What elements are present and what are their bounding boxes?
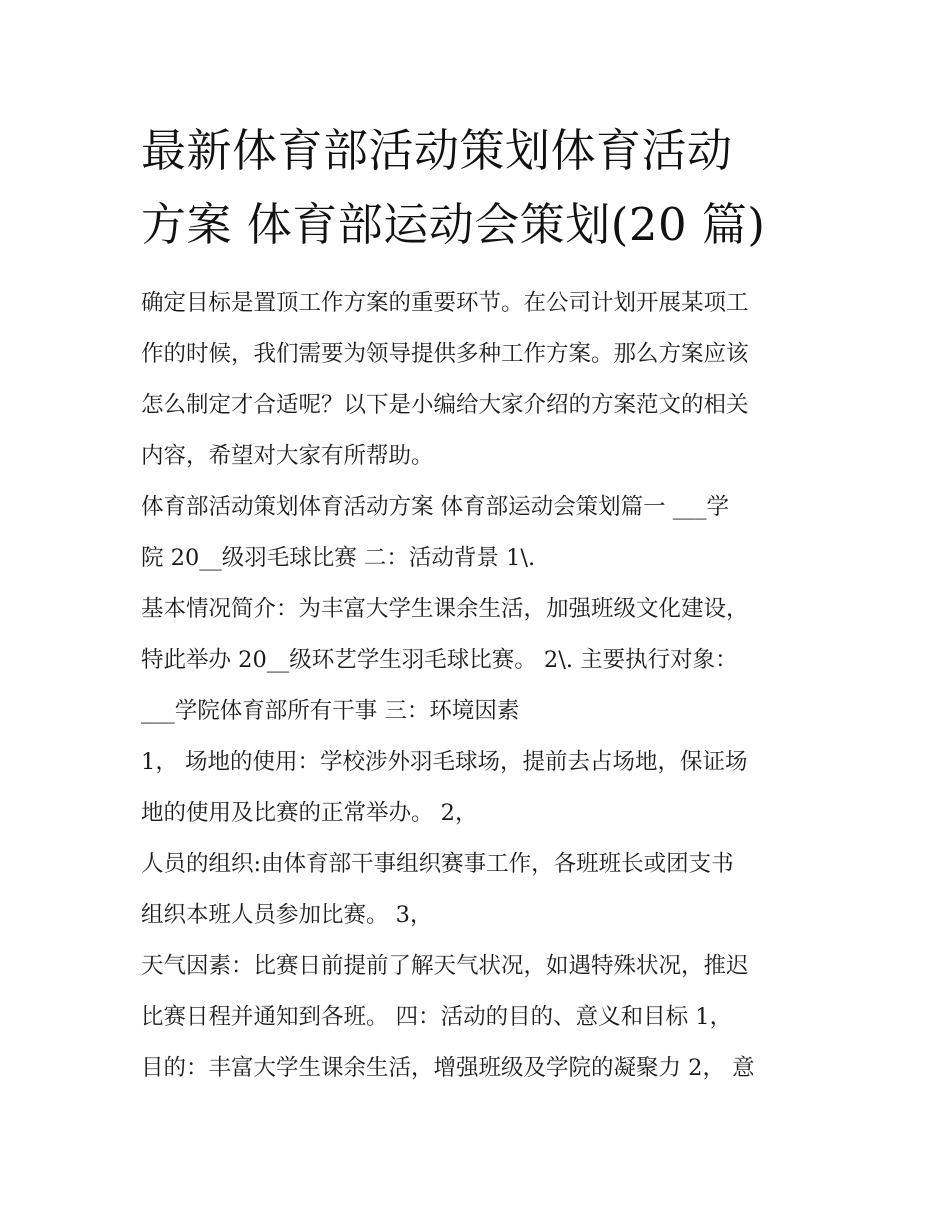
body-line: 地的使用及比赛的正常举办。 2， — [141, 800, 478, 826]
document-body — [141, 278, 821, 1094]
body-line: 1， 场地的使用：学校涉外羽毛球场，提前去占场地，保证场 — [141, 749, 748, 775]
body-line: 怎么制定才合适呢？以下是小编给大家介绍的方案范文的相关 — [141, 392, 749, 418]
title-line-2: 方案 体育部运动会策划(20 篇) — [141, 198, 766, 251]
body-line: 目的：丰富大学生课余生活，增强班级及学院的凝聚力 2， 意 — [141, 1055, 755, 1081]
body-line: 确定目标是置顶工作方案的重要环节。在公司计划开展某项工 — [141, 290, 749, 316]
body-line: 特此举办 20__级环艺学生羽毛球比赛。 2\. 主要执行对象： — [141, 647, 738, 673]
body-line: 人员的组织:由体育部干事组织赛事工作，各班班长或团支书 — [141, 851, 734, 877]
body-line: 组织本班人员参加比赛。 3， — [141, 902, 433, 928]
body-line: 院 20__级羽毛球比赛 二：活动背景 1\. — [141, 545, 536, 571]
body-line: 内容，希望对大家有所帮助。 — [141, 443, 434, 469]
body-line: 基本情况简介：为丰富大学生课余生活，加强班级文化建设， — [141, 596, 749, 622]
body-line: 体育部活动策划体育活动方案 体育部运动会策划篇一 ___学 — [141, 494, 730, 520]
body-line: ___学院体育部所有干事 三：环境因素 — [141, 698, 520, 724]
body-line: 比赛日程并通知到各班。 四：活动的目的、意义和目标 1， — [141, 1004, 733, 1030]
document-title — [141, 114, 841, 262]
title-line-1: 最新体育部活动策划体育活动 — [141, 124, 733, 177]
body-line: 作的时候，我们需要为领导提供多种工作方案。那么方案应该 — [141, 341, 749, 367]
body-line: 天气因素：比赛日前提前了解天气状况，如遇特殊状况，推迟 — [141, 953, 749, 979]
